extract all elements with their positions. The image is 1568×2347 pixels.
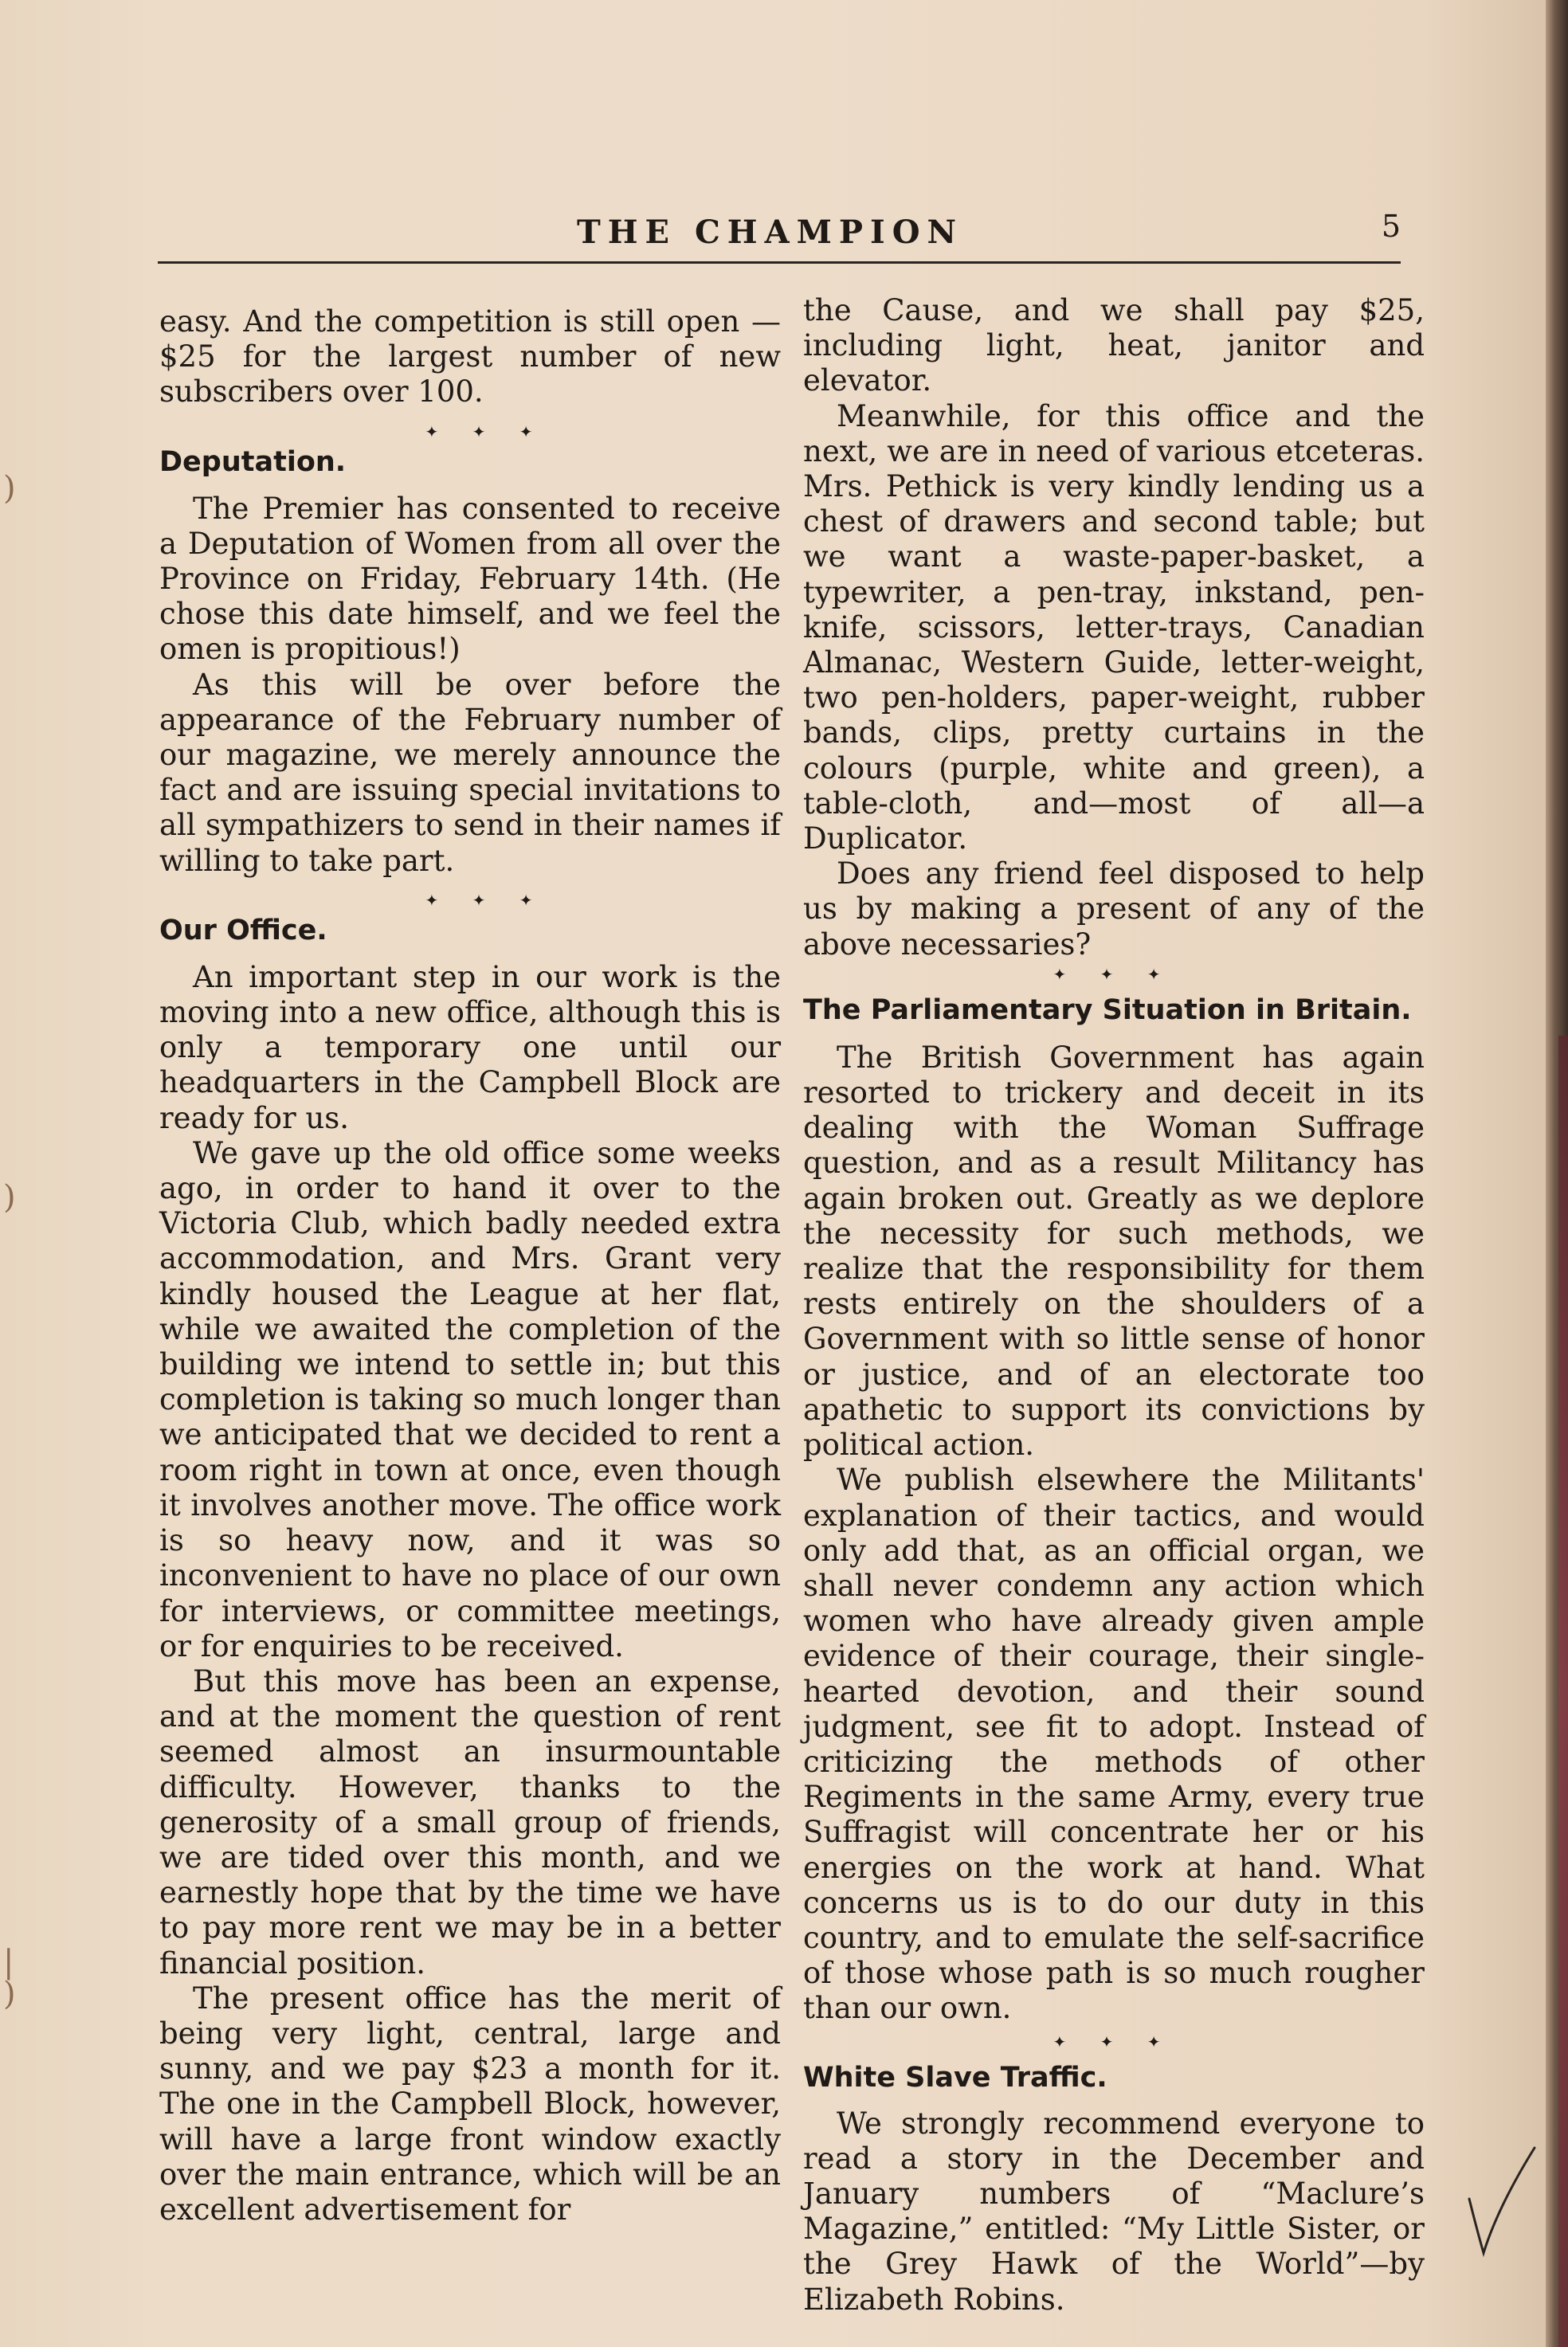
section-ornament: ✦ ✦ ✦	[1053, 964, 1175, 984]
margin-mark: )	[3, 1976, 16, 2012]
paragraph: Meanwhile, for this office and the next, we are in need of various etceteras. Mrs. Pethick is very kindly lending us a chest of drawers and second table; but we want a waste-paper-basket, a typewriter, a pen-tray, inkstand, pen-knife, scissors, letter-trays, Canadian Almanac, Western Guide, letter-weight, two pen-holders, paper-weight, rubber bands, clips, pretty curtains in the colours (purple, white and green), a table-cloth, and—most of all—a Duplicator.	[803, 398, 1425, 856]
margin-mark: |	[3, 1944, 14, 1981]
section-ornament: ✦ ✦ ✦	[1053, 2032, 1175, 2051]
right-column	[803, 293, 1425, 2318]
margin-mark: )	[3, 470, 16, 507]
paragraph: The present office has the merit of being very light, central, large and sunny, and we pay $23 a month for it. The one in the Campbell Block, however, will have a large front window exactly over the main entrance, which will be an excellent advertisement for	[159, 1981, 781, 2227]
paragraph: The Premier has consented to receive a Deputation of Women from all over the Province on Friday, February 14th. (He chose this date himself, and we feel the omen is propitious!)	[159, 491, 781, 667]
margin-mark: )	[3, 1179, 16, 1216]
paragraph: An important step in our work is the moving into a new office, although this is only a temporary one until our headquarters in the Campbell Block are ready for us.	[159, 959, 781, 1135]
paragraph: Does any friend feel disposed to help us by making a present of any of the above necessaries?	[803, 856, 1425, 962]
section-heading-parliamentary: The Parliamentary Situation in Britain.	[803, 993, 1412, 1026]
magazine-title: THE CHAMPION	[577, 214, 964, 251]
continuation-paragraph: the Cause, and we shall pay $25, including light, heat, janitor and elevator.	[803, 293, 1425, 398]
page-number: 5	[1381, 209, 1401, 244]
left-column	[159, 304, 781, 2227]
section-heading-our-office: Our Office.	[159, 914, 327, 946]
handwritten-check-mark	[1466, 2143, 1538, 2263]
continuation-paragraph: easy. And the competition is still open —$25 for the largest number of new subscribers over 100.	[159, 304, 781, 409]
section-heading-white-slave: White Slave Traffic.	[803, 2061, 1107, 2094]
paragraph: We publish elsewhere the Militants' explanation of their tactics, and would only add that, as an official organ, we shall never condemn any action which women who have already given ample evidence of their courage, their single-hearted devotion, and their sound judgment, see fit to adopt. Instead of criticizing the methods of other Regiments in the same Army, every true Suffragist will concentrate her or his energies on the work at hand. What concerns us is to do our duty in this country, and to emulate the self-sacrifice of those whose path is so much rougher than our own.	[803, 1463, 1425, 2026]
paragraph: But this move has been an expense, and at the moment the question of rent seemed almost an insurmountable difficulty. However, thanks to the generosity of a small group of friends, we are tided over this month, and we earnestly hope that by the time we have to pay more rent we may be in a better financial position.	[159, 1663, 781, 1981]
book-cover-edge	[1558, 1036, 1568, 2347]
paragraph: We strongly recommend everyone to read a story in the December and January numbers of “Maclure’s Magazine,” entitled: “My Little Sister, or the Grey Hawk of the World”—by Elizabeth Robins.	[803, 2106, 1425, 2317]
paragraph: As this will be over before the appearance of the February number of our magazine, we merely announce the fact and are issuing special invitations to all sympathizers to send in their names if willing to take part.	[159, 667, 781, 878]
paragraph: The British Government has again resorted to trickery and deceit in its dealing with the Woman Suffrage question, and as a result Militancy has again broken out. Greatly as we deplore the necessity for such methods, we realize that the responsibility for them rests entirely on the shoulders of a Government with so little sense of honor or justice, and of an electorate too apathetic to support its convictions by political action.	[803, 1040, 1425, 1463]
paragraph: We gave up the old office some weeks ago, in order to hand it over to the Victoria Club, which badly needed extra accommodation, and Mrs. Grant very kindly housed the League at her flat, while we awaited the completion of the building we intend to settle in; but this completion is taking so much longer than we anticipated that we decided to rent a room right in town at once, even though it involves another move. The office work is so heavy now, and it was so inconvenient to have no place of our own for interviews, or committee meetings, or for enquiries to be received.	[159, 1135, 781, 1663]
page-header	[158, 209, 1401, 264]
section-ornament: ✦ ✦ ✦	[425, 890, 547, 910]
section-heading-deputation: Deputation.	[159, 445, 347, 478]
header-rule	[158, 261, 1401, 264]
section-ornament: ✦ ✦ ✦	[425, 421, 547, 441]
